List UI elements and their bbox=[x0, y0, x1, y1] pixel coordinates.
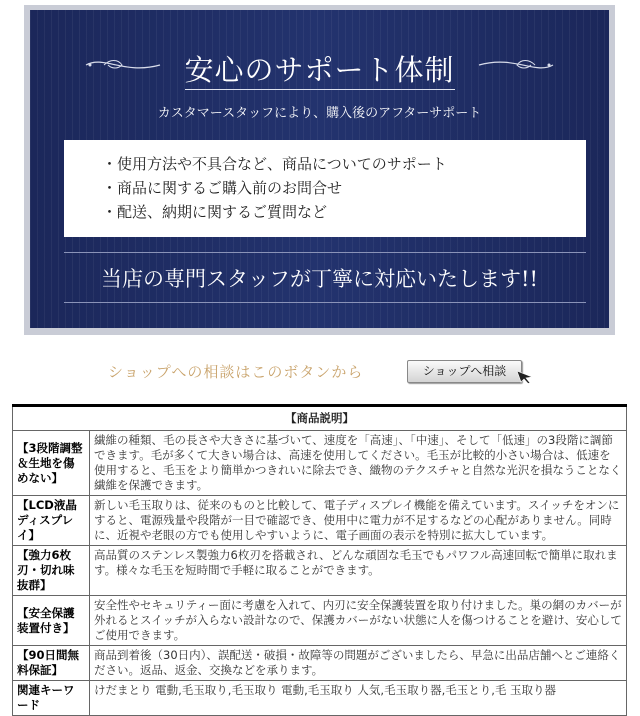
consult-prompt: ショップへの相談はこのボタンから bbox=[108, 363, 364, 381]
row-description: 商品到着後（30日内）、誤配送・破損・故障等の問題がございましたら、早急に出品店舗へとご連絡ください。返品、返金、交換などを承ります。 bbox=[90, 646, 627, 681]
row-label: 【3段階調整＆生地を傷めない】 bbox=[13, 431, 90, 496]
support-point: ・商品に関するご購入前のお問合せ bbox=[102, 179, 343, 197]
support-banner bbox=[30, 10, 609, 328]
row-label: 【安全保護装置付き】 bbox=[13, 596, 90, 646]
banner-divider bbox=[64, 302, 586, 303]
row-description: 高品質のステンレス製強力6枚刃を搭載され、どんな頑固な毛玉でもパワフル高速回転で簡単に取れます。様々な毛玉を短時間で手軽に取ることができます。 bbox=[90, 546, 627, 596]
table-caption-row bbox=[13, 406, 627, 431]
banner-title: 安心のサポート体制 bbox=[184, 53, 455, 87]
banner-subtitle: カスタマースタッフにより、購入後のアフターサポート bbox=[157, 106, 482, 121]
banner-title-underline bbox=[185, 89, 455, 90]
row-label: 関連キーワード bbox=[13, 681, 90, 716]
row-description: けだまとり 電動,毛玉取り,毛玉取り 電動,毛玉取り 人気,毛玉取り器,毛玉とり,毛 玉取り器 bbox=[90, 681, 627, 716]
support-banner-frame bbox=[24, 5, 615, 335]
row-label: 【90日間無料保証】 bbox=[13, 646, 90, 681]
shop-consult-button[interactable]: ショップへ相談 bbox=[407, 360, 522, 383]
table-row bbox=[13, 431, 627, 496]
support-point: ・使用方法や不具合など、商品についてのサポート bbox=[102, 155, 447, 173]
table-row bbox=[13, 546, 627, 596]
product-description-table bbox=[12, 404, 627, 716]
table-row bbox=[13, 646, 627, 681]
pointer-cursor-icon bbox=[516, 370, 534, 384]
row-description: 繊維の種類、毛の長さや大きさに基づいて、速度を「高速」、「中速」、そして「低速」の3段階に調節できます。毛が多くて大きい場合は、高速を使用してください。毛玉が比較的小さい場合は、低速を使用すると、毛玉をより簡単かつきれいに除去でき、織物のテクスチャと自然な光沢を損なうことなく繊維を保護できます。 bbox=[90, 431, 627, 496]
table-caption: 【商品説明】 bbox=[13, 406, 627, 431]
support-point: ・配送、納期に関するご質問など bbox=[102, 203, 328, 221]
table-row bbox=[13, 496, 627, 546]
row-description: 新しい毛玉取りは、従来のものと比較して、電子ディスプレイ機能を備えています。スイッチをオンにすると、電源残量や段階が一目で確認でき、使用中に電力が不足するなどの心配がありません。同時に、近視や老眼の方でも使用しやすいように、電子画面の表示を特別に拡大しています。 bbox=[90, 496, 627, 546]
banner-message: 当店の専門スタッフが丁寧に対応いたします!! bbox=[101, 267, 538, 291]
table-row bbox=[13, 596, 627, 646]
table-row bbox=[13, 681, 627, 716]
banner-divider bbox=[64, 252, 586, 253]
row-label: 【LCD液晶ディスプレイ】 bbox=[13, 496, 90, 546]
row-label: 【強力6枚刃・切れ味抜群】 bbox=[13, 546, 90, 596]
support-points-box bbox=[64, 140, 586, 237]
row-description: 安全性やセキュリティー面に考慮を入れて、内刃に安全保護装置を取り付けました。巣の網のカバーが外れるとスイッチが入らない設計なので、保護カバーがない状態に人を傷つけることを避け、安心してご使用できます。 bbox=[90, 596, 627, 646]
support-points-list bbox=[64, 140, 586, 224]
